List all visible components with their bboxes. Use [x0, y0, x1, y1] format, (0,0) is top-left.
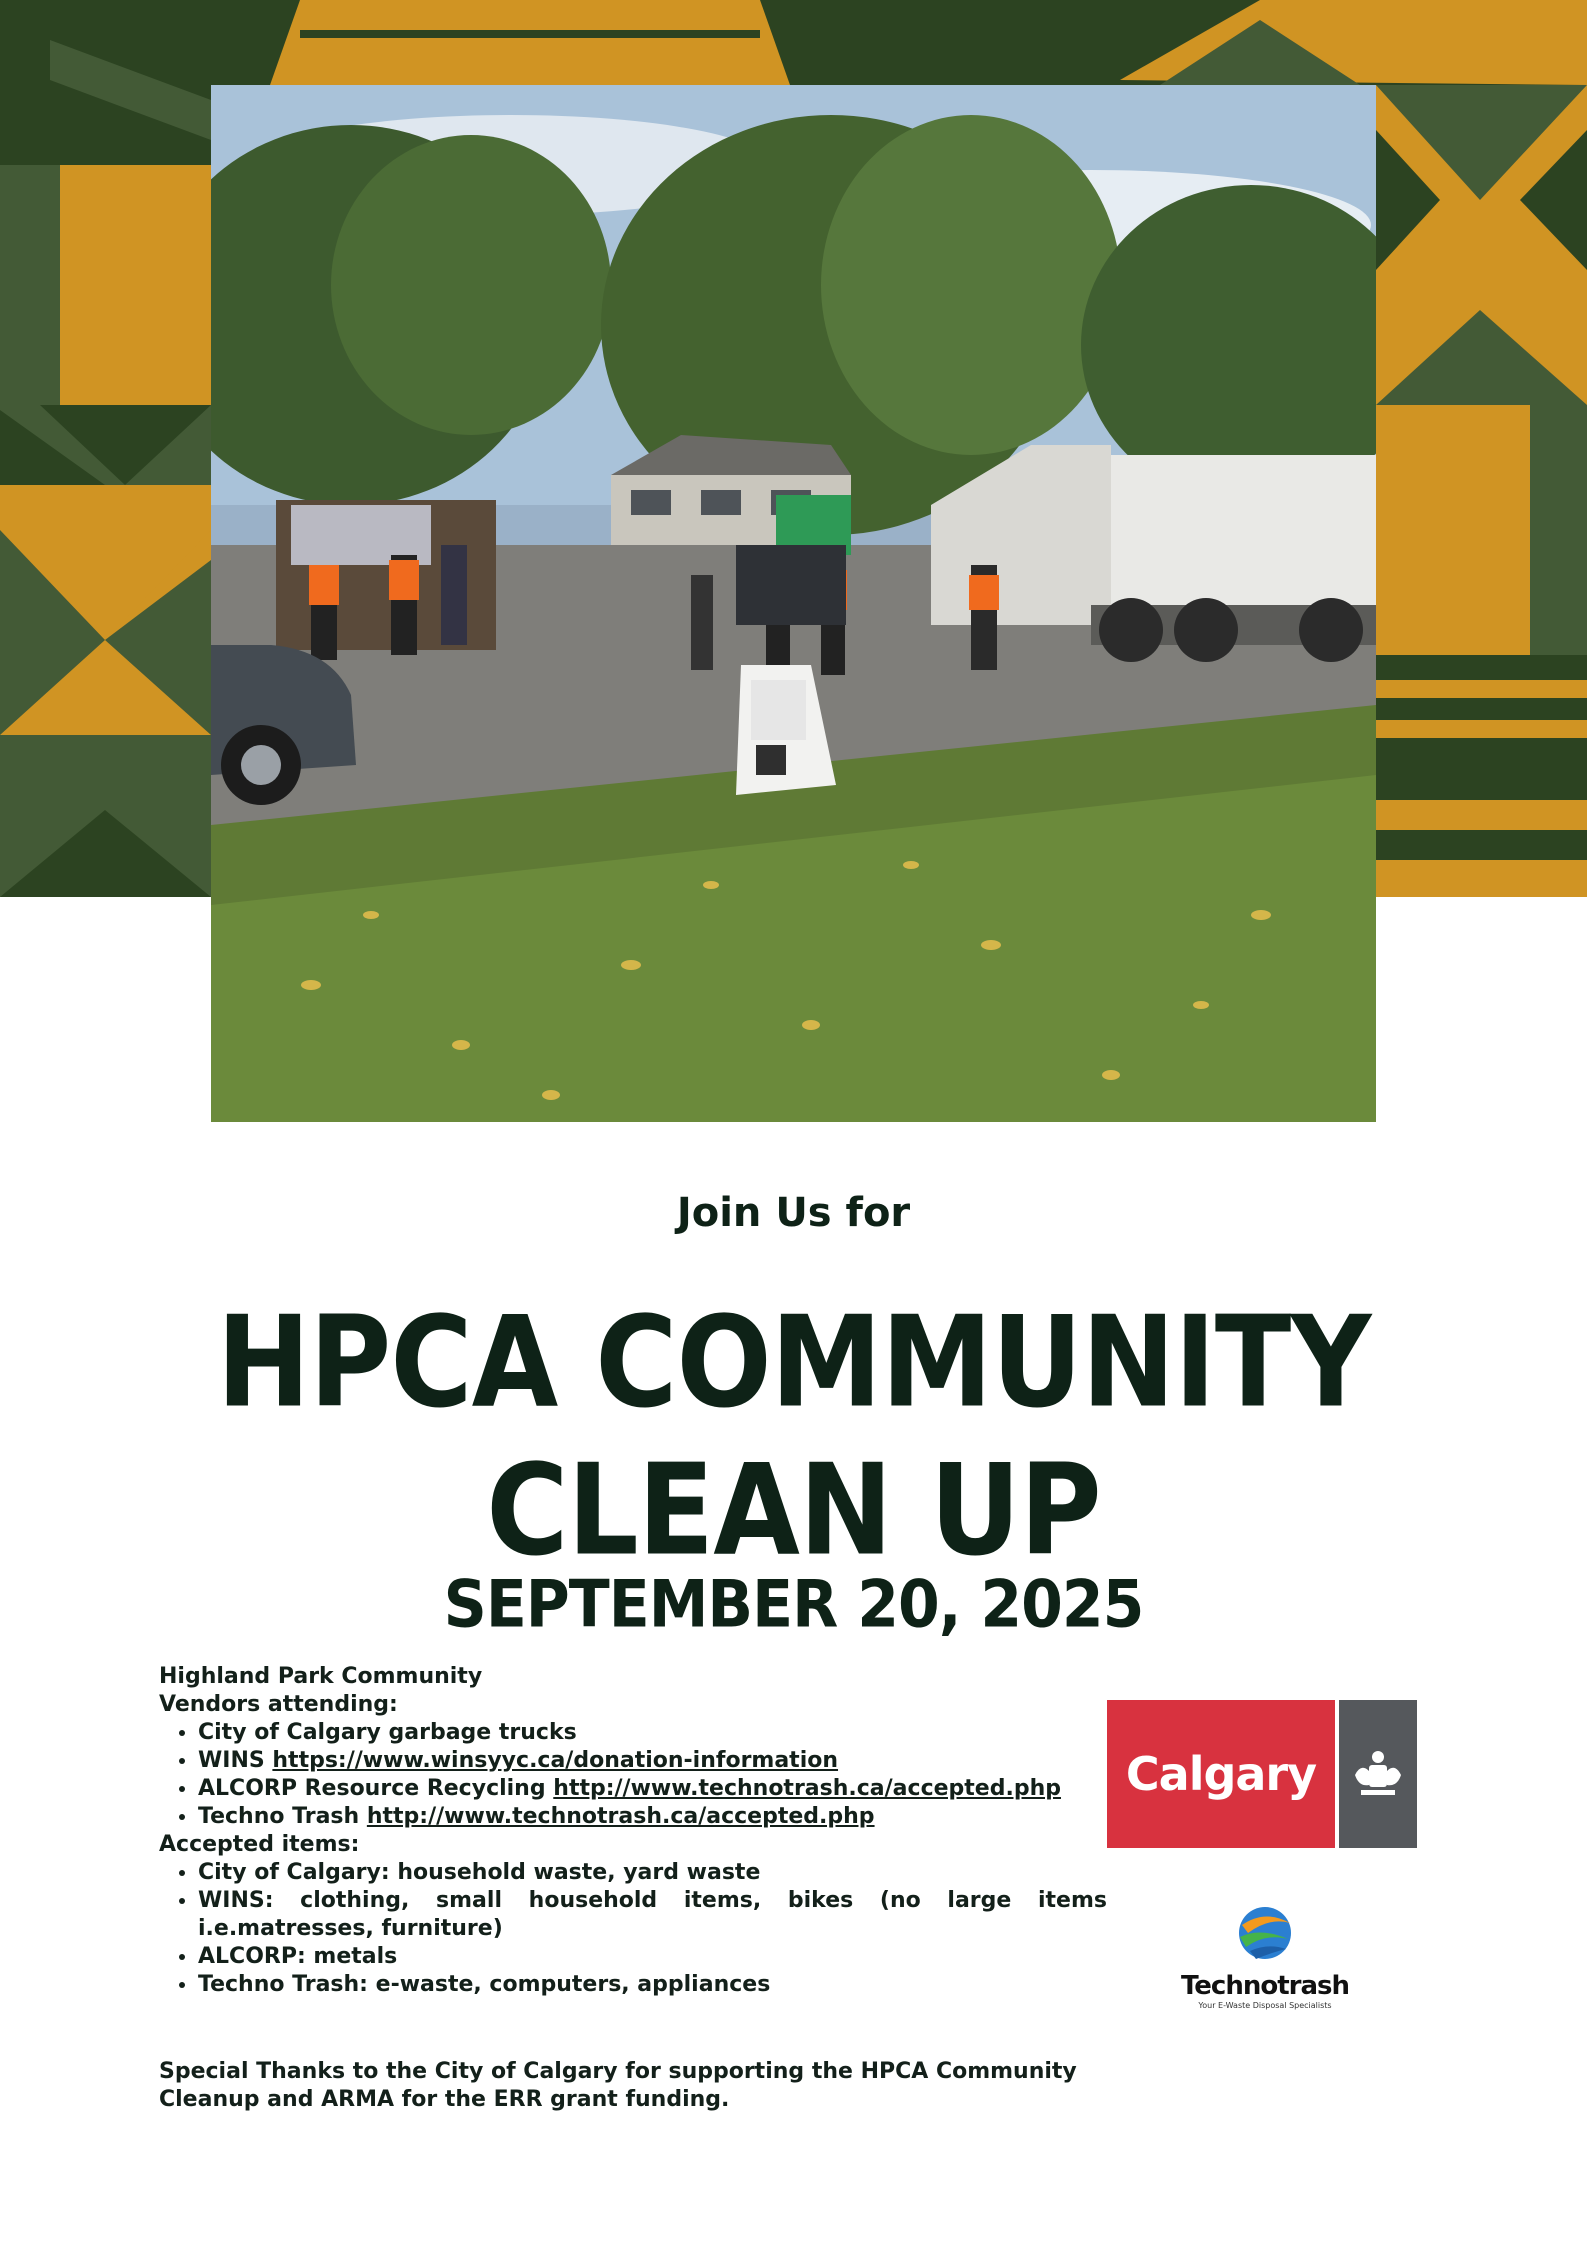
technotrash-link[interactable]: http://www.technotrash.ca/accepted.php	[366, 1804, 875, 1829]
wins-link[interactable]: https://www.winsyyc.ca/donation-information	[272, 1748, 839, 1773]
event-title-line-1: HPCA COMMUNITY	[216, 1290, 1371, 1436]
vendor-name: Techno Trash	[198, 1804, 360, 1829]
alcorp-link[interactable]: http://www.technotrash.ca/accepted.php	[553, 1776, 1061, 1801]
vendors-list	[159, 1719, 1107, 1831]
list-item: • ALCORP: metals	[198, 1943, 1107, 1971]
list-item: • WINS: clothing, small household items, bikes (no large items i.e.matresses, furniture)	[198, 1887, 1107, 1943]
list-item: • City of Calgary: household waste, yard waste	[198, 1859, 1107, 1887]
event-title	[0, 1289, 1587, 1585]
list-item: • Techno Trash: e-waste, computers, appliances	[198, 1971, 1107, 1999]
location: Highland Park Community	[159, 1664, 483, 1689]
event-title-line-2: CLEAN UP	[486, 1438, 1101, 1584]
calgary-logo	[1107, 1700, 1417, 1848]
vendor-name: WINS	[198, 1748, 265, 1773]
city-crest-icon	[1339, 1700, 1417, 1848]
event-date: SEPTEMBER 20, 2025	[443, 1567, 1144, 1643]
special-thanks: Special Thanks to the City of Calgary for supporting the HPCA Community Cleanup and ARMA for the ERR grant funding.	[159, 2059, 1077, 2112]
list-item	[198, 1747, 1107, 1775]
vendors-heading: Vendors attending:	[159, 1692, 398, 1717]
invite-line: Join Us for	[676, 1190, 911, 1236]
list-item	[198, 1803, 1107, 1831]
technotrash-name: Technotrash	[1181, 1971, 1349, 2001]
vendor-name: City of Calgary garbage trucks	[198, 1720, 577, 1745]
calgary-wordmark: Calgary	[1107, 1700, 1335, 1848]
accepted-items-list	[159, 1859, 1107, 1999]
accepted-heading: Accepted items:	[159, 1832, 360, 1857]
cleanup-event-photo	[211, 85, 1376, 1122]
technotrash-logo	[1170, 1903, 1360, 2018]
technotrash-tagline: Your E-Waste Disposal Specialists	[1198, 2001, 1332, 2010]
list-item	[198, 1775, 1107, 1803]
list-item	[198, 1719, 1107, 1747]
globe-swirl-icon	[1230, 1903, 1300, 1965]
vendor-name: ALCORP Resource Recycling	[198, 1776, 546, 1801]
event-details	[159, 1663, 1107, 1999]
